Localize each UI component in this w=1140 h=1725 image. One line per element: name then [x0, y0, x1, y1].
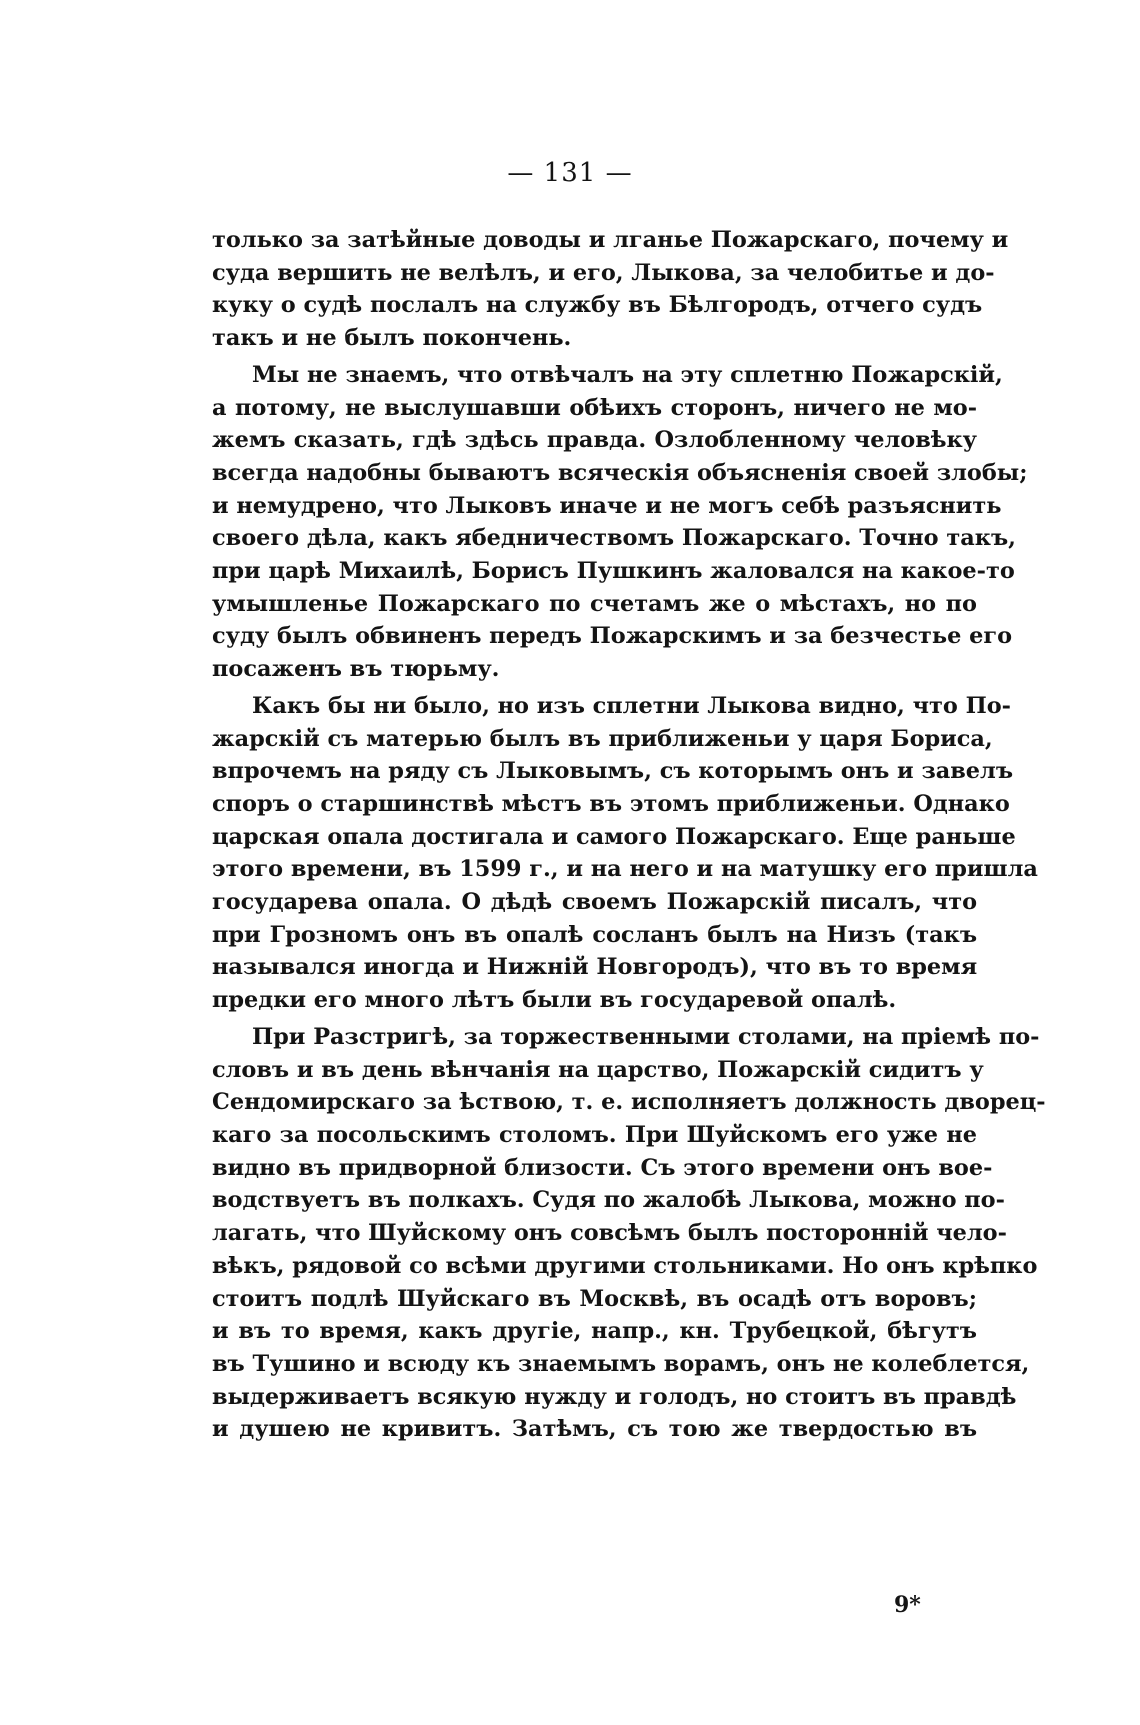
- text-line: этого времени, въ 1599 г., и на него и на матушку его пришла: [212, 856, 1038, 883]
- text-line: суду былъ обвиненъ передъ Пожарскимъ и за безчестье его: [212, 623, 1013, 650]
- text-line: при царѣ Михаилѣ, Борисъ Пушкинъ жаловался на какое-то: [212, 558, 1015, 585]
- text-line: Мы не знаемъ, что отвѣчалъ на эту сплетню Пожарскій,: [252, 361, 1003, 388]
- text-line: видно въ придворной близости. Съ этого времени онъ вое-: [212, 1154, 993, 1181]
- paragraph: [212, 359, 1028, 686]
- signature-mark: 9*: [894, 1592, 921, 1618]
- text-line: посаженъ въ тюрьму.: [212, 656, 500, 683]
- text-line: жемъ сказать, гдѣ здѣсь правда. Озлобленному человѣку: [212, 427, 977, 454]
- text-line: царская опала достигала и самого Пожарскаго. Еще раньше: [212, 823, 1016, 850]
- text-line: и въ то время, какъ другіе, напр., кн. Трубецкой, бѣгутъ: [212, 1318, 977, 1345]
- text-line: назывался иногда и Нижній Новгородъ), что въ то время: [212, 954, 978, 981]
- text-line: въ Тушино и всюду къ знаемымъ ворамъ, онъ не колеблется,: [212, 1350, 1030, 1377]
- paragraph: [212, 1021, 1046, 1446]
- text-line: своего дѣла, какъ ябедничествомъ Пожарскаго. Точно такъ,: [212, 525, 1016, 552]
- text-line: лагать, что Шуйскому онъ совсѣмъ былъ посторонній чело-: [212, 1220, 1007, 1247]
- text-line: и немудрено, что Лыковъ иначе и не могъ себѣ разъяснить: [212, 492, 1002, 519]
- text-line: При Разстригѣ, за торжественными столами, на пріемѣ по-: [252, 1023, 1040, 1050]
- text-line: суда вершить не велѣлъ, и его, Лыкова, за челобитье и до-: [212, 259, 995, 286]
- text-line: при Грозномъ онъ въ опалѣ сосланъ былъ на Низъ (такъ: [212, 921, 977, 948]
- text-line: словъ и въ день вѣнчанія на царство, Пожарскій сидитъ у: [212, 1056, 984, 1083]
- text-line: а потому, не выслушавши обѣихъ сторонъ, ничего не мо-: [212, 394, 977, 421]
- text-line: каго за посольскимъ столомъ. При Шуйскомъ его уже не: [212, 1121, 977, 1148]
- text-line: и душею не кривитъ. Затѣмъ, съ тою же твердостью въ: [212, 1416, 977, 1443]
- text-line: Какъ бы ни было, но изъ сплетни Лыкова видно, что По-: [252, 692, 1011, 719]
- text-line: выдерживаетъ всякую нужду и голодъ, но стоитъ въ правдѣ: [212, 1383, 1017, 1410]
- text-line: жарскій съ матерью былъ въ приближеньи у царя Бориса,: [212, 725, 993, 752]
- text-line: Сендомирскаго за ѣствою, т. е. исполняетъ должность дворец-: [212, 1089, 1046, 1116]
- page-number: — 131 —: [507, 158, 633, 188]
- text-line: только за затѣйные доводы и лганье Пожарскаго, почему и: [212, 227, 1009, 253]
- text-line: такъ и не былъ покончень.: [212, 325, 572, 352]
- text-line: государева опала. О дѣдѣ своемъ Пожарскій писалъ, что: [212, 889, 977, 916]
- text-line: предки его много лѣтъ были въ государевой опалѣ.: [212, 987, 897, 1014]
- text-line: всегда надобны бываютъ всяческія объясненія своей злобы;: [212, 459, 1028, 486]
- paragraph: [212, 224, 1009, 355]
- text-line: стоитъ подлѣ Шуйскаго въ Москвѣ, въ осадѣ отъ воровъ;: [212, 1285, 977, 1312]
- text-line: впрочемъ на ряду съ Лыковымъ, съ которымъ онъ и завелъ: [212, 758, 1014, 785]
- text-line: куку о судѣ послалъ на службу въ Бѣлгородъ, отчего судъ: [212, 292, 983, 319]
- text-line: вѣкъ, рядовой со всѣми другими стольниками. Но онъ крѣпко: [212, 1252, 1038, 1279]
- paragraph: [212, 690, 1038, 1017]
- text-line: водствуетъ въ полкахъ. Судя по жалобѣ Лыкова, можно по-: [212, 1187, 1005, 1214]
- body-text: [212, 224, 1046, 1446]
- text-line: умышленье Пожарскаго по счетамъ же о мѣстахъ, но по: [212, 590, 977, 617]
- text-line: споръ о старшинствѣ мѣстъ въ этомъ приближеньи. Однако: [212, 790, 1010, 817]
